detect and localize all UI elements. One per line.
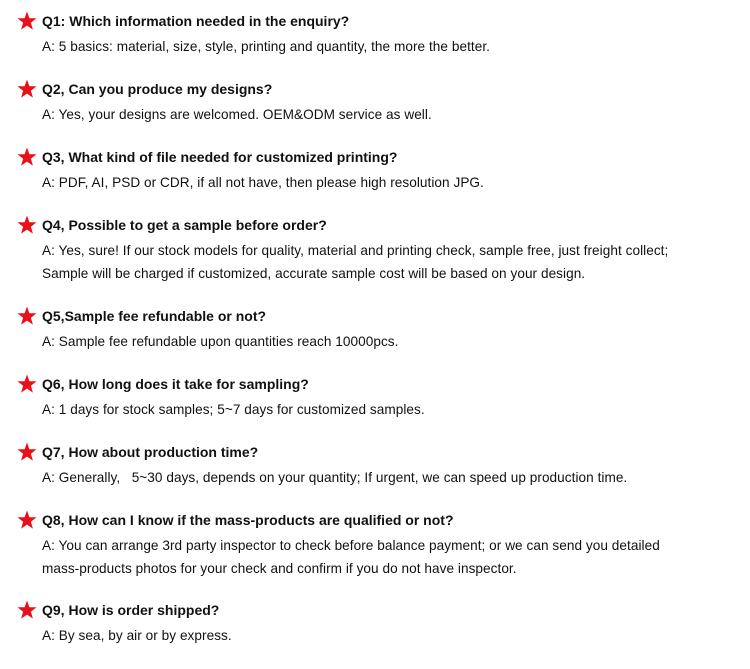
faq-question: Q8, How can I know if the mass-products are qualified or not? bbox=[42, 512, 454, 528]
faq-answer-line: A: By sea, by air or by express. bbox=[42, 628, 232, 643]
faq-answer-line: A: Yes, sure! If our stock models for quality, material and printing check, sample free, just freight collect; bbox=[42, 243, 669, 258]
faq-answer bbox=[42, 239, 747, 285]
faq-answer bbox=[42, 534, 747, 580]
faq-answer bbox=[42, 171, 747, 194]
faq-question: Q6, How long does it take for sampling? bbox=[42, 376, 309, 392]
faq-answer-line: mass-products photos for your check and confirm if you do not have inspector. bbox=[42, 561, 517, 576]
faq-answer bbox=[42, 466, 747, 489]
faq-answer bbox=[42, 398, 747, 421]
faq-answer bbox=[42, 330, 747, 353]
faq-answer-line: A: Yes, your designs are welcomed. OEM&ODM service as well. bbox=[42, 107, 432, 122]
red-star-icon bbox=[17, 600, 37, 620]
faq-question: Q9, How is order shipped? bbox=[42, 602, 220, 618]
faq-question: Q4, Possible to get a sample before order? bbox=[42, 217, 327, 233]
faq-answer-line: A: Sample fee refundable upon quantities reach 10000pcs. bbox=[42, 334, 399, 349]
faq-answer bbox=[42, 103, 747, 126]
red-star-icon bbox=[17, 510, 37, 530]
faq-answer bbox=[42, 35, 747, 58]
faq-question: Q1: Which information needed in the enquiry? bbox=[42, 13, 350, 29]
faq-answer-line: A: 5 basics: material, size, style, printing and quantity, the more the better. bbox=[42, 39, 490, 54]
faq-question: Q7, How about production time? bbox=[42, 444, 259, 460]
faq-answer bbox=[42, 624, 747, 647]
faq-answer-line: A: 1 days for stock samples; 5~7 days for customized samples. bbox=[42, 402, 425, 417]
faq-answer-line: Sample will be charged if customized, accurate sample cost will be based on your design. bbox=[42, 266, 586, 281]
red-star-icon bbox=[17, 79, 37, 99]
red-star-icon bbox=[17, 11, 37, 31]
red-star-icon bbox=[17, 306, 37, 326]
faq-answer-line: A: PDF, AI, PSD or CDR, if all not have, then please high resolution JPG. bbox=[42, 175, 484, 190]
red-star-icon bbox=[17, 215, 37, 235]
faq-question: Q2, Can you produce my designs? bbox=[42, 81, 273, 97]
faq-answer-line: A: You can arrange 3rd party inspector to check before balance payment; or we can send you detailed bbox=[42, 538, 660, 553]
red-star-icon bbox=[17, 442, 37, 462]
faq-answer-line: A: Generally, 5~30 days, depends on your quantity; If urgent, we can speed up production time. bbox=[42, 470, 628, 485]
red-star-icon bbox=[17, 374, 37, 394]
red-star-icon bbox=[17, 147, 37, 167]
faq-question: Q3, What kind of file needed for customized printing? bbox=[42, 149, 398, 165]
faq-question: Q5,Sample fee refundable or not? bbox=[42, 308, 267, 324]
